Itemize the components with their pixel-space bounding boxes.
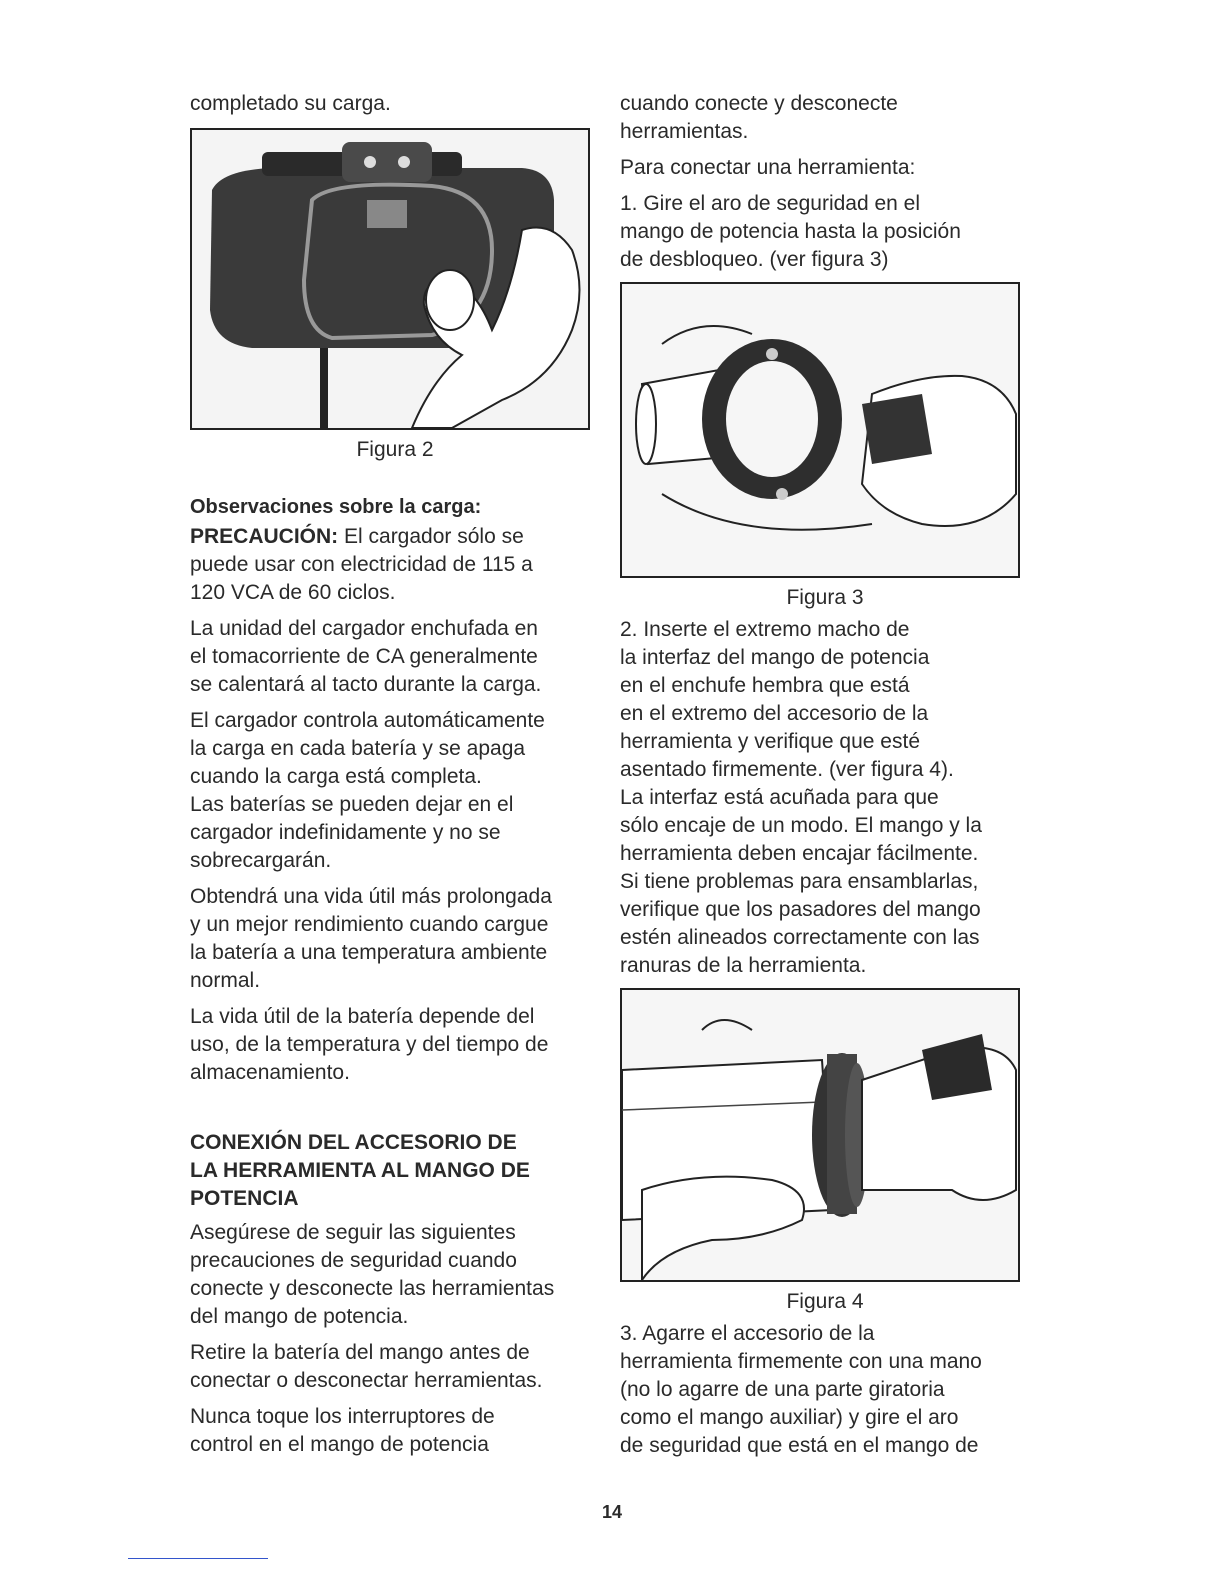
- step-2: 2. Inserte el extremo macho de la interfaz del mango de potencia en el enchufe hembra que está en el extremo del accesorio de la herramienta y verifique que esté asentado firmemente. (ver figura 4). La interfaz está acuñada para que sólo encaje de un modo. El mango y la herramienta deben encajar fácilmente. Si tiene problemas para ensamblarlas, verifique que los pasadores del mango estén alineados correctamente con las ranuras de la herramienta.: [620, 618, 982, 977]
- continued-text: cuando conecte y desconecte herramientas.: [620, 92, 898, 143]
- figure-3-caption: Figura 3: [786, 586, 864, 609]
- charging-notes-heading: Observaciones sobre la carga:: [190, 496, 482, 518]
- paragraph-charger-control: El cargador controla automáticamente la carga en cada batería y se apaga cuando la carga está completa. Las baterías se pueden dejar en el cargador indefinidamente y no se sobrecargarán.: [190, 709, 545, 872]
- paragraph-battery-usage: La vida útil de la batería depende del uso, de la temperatura y del tiempo de almacenamiento.: [190, 1005, 549, 1084]
- footer-rule: [128, 1558, 268, 1559]
- figure-2-caption: Figura 2: [356, 438, 434, 461]
- caution-paragraph: [190, 523, 600, 607]
- paragraph-never-touch: Nunca toque los interruptores de control en el mango de potencia: [190, 1405, 495, 1456]
- connect-intro: Para conectar una herramienta:: [620, 156, 916, 179]
- step-1: 1. Gire el aro de seguridad en el mango de potencia hasta la posición de desbloqueo. (ver figura 3): [620, 192, 961, 271]
- paragraph-safety: Asegúrese de seguir las siguientes precauciones de seguridad cuando conecte y desconecte las herramientas del mango de potencia.: [190, 1221, 555, 1328]
- caution-text: El cargador sólo se puede usar con electricidad de 115 a 120 VCA de 60 ciclos.: [190, 525, 533, 604]
- paragraph-battery-life: Obtendrá una vida útil más prolongada y un mejor rendimiento cuando cargue la batería a una temperatura ambiente normal.: [190, 885, 552, 992]
- page-number: 14: [601, 1502, 623, 1522]
- paragraph-charger-warm: La unidad del cargador enchufada en el tomacorriente de CA generalmente se calentará al tacto durante la carga.: [190, 617, 542, 696]
- step-3: 3. Agarre el accesorio de la herramienta firmemente con una mano (no lo agarre de una parte giratoria como el mango auxiliar) y gire el aro de seguridad que está en el mango de: [620, 1322, 982, 1457]
- figure-4-caption: Figura 4: [786, 1290, 864, 1313]
- intro-text: completado su carga.: [190, 92, 391, 115]
- caution-label: PRECAUCIÓN:: [190, 525, 339, 548]
- figure-2-charger-illustration: [190, 128, 590, 430]
- figure-3-illustration: [620, 282, 1020, 578]
- figure-4-illustration: [620, 988, 1020, 1282]
- paragraph-remove-battery: Retire la batería del mango antes de conectar o desconectar herramientas.: [190, 1341, 543, 1392]
- section-heading: CONEXIÓN DEL ACCESORIO DE LA HERRAMIENTA AL MANGO DE POTENCIA: [190, 1131, 530, 1210]
- left-column: [190, 90, 600, 1467]
- right-column: [620, 90, 1030, 1468]
